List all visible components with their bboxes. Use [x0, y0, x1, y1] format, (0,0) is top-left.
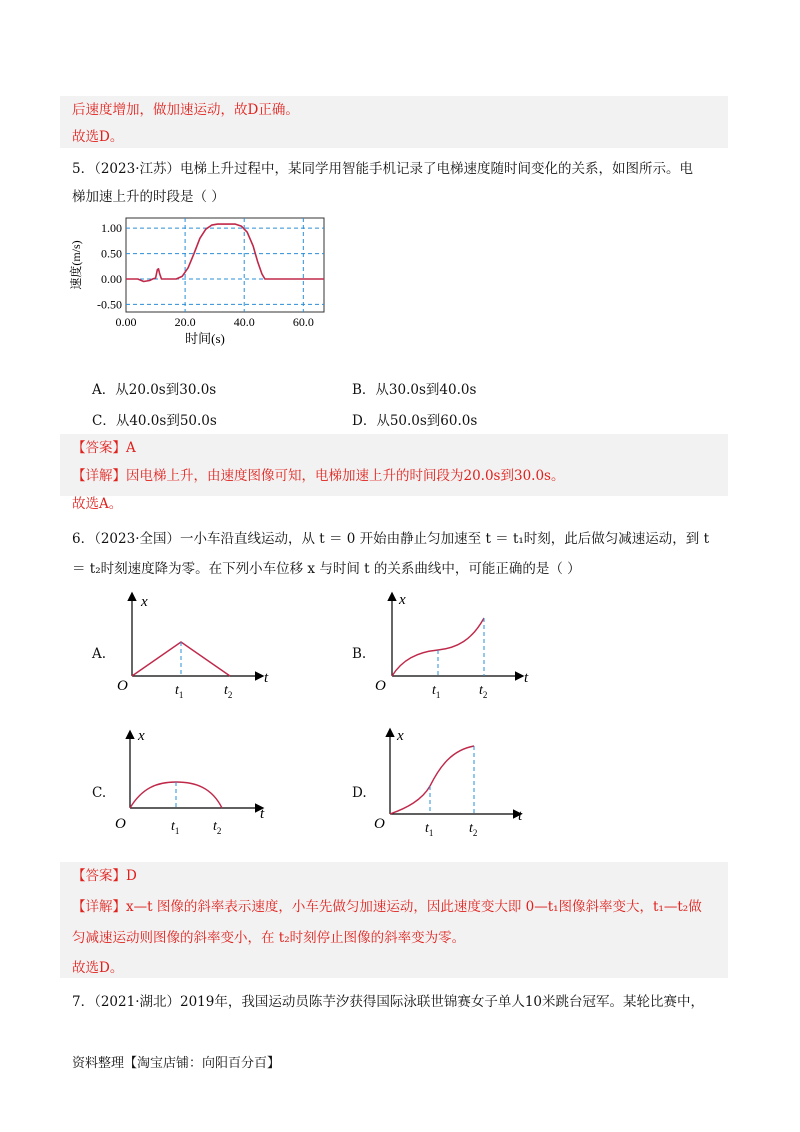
graph-c-x-label: x: [138, 728, 145, 744]
graph-b-label: B.: [352, 646, 367, 662]
q5-choose: 故选A。: [72, 496, 123, 512]
graph-a-label: A.: [92, 646, 107, 662]
q6-answer-band: [60, 862, 728, 978]
velocity-time-chart: [66, 208, 346, 358]
previous-detail-line: 后速度增加，做加速运动，故D正确。: [72, 102, 299, 118]
q6-stem-line2: ＝ t₂时刻速度降为零。在下列小车位移 x 与时间 t 的关系曲线中，可能正确的是（ ）: [72, 561, 581, 577]
footer-source: 资料整理【淘宝店铺：向阳百分百】: [72, 1056, 281, 1071]
graph-d: [372, 726, 542, 841]
chart-plot-frame: [126, 218, 324, 312]
q6-choose: 故选D。: [72, 960, 124, 976]
q6-number: 6．: [72, 531, 95, 547]
graph-c-origin: O: [115, 816, 126, 832]
q5-option-d: D．从50.0s到60.0s: [352, 413, 478, 429]
graph-d-t1: $t_1$: [425, 821, 434, 838]
graph-b-x-label: x: [399, 592, 406, 608]
graph-d-curve: [390, 746, 474, 814]
graph-d-label: D.: [352, 785, 367, 801]
graph-a-t-label: t: [264, 670, 269, 686]
graph-b-t1: $t_1$: [432, 683, 441, 700]
q5-option-a: A．从20.0s到30.0s: [92, 382, 217, 398]
chart-y-tick-label: 1.00: [101, 221, 122, 236]
graph-b: [372, 588, 542, 703]
graph-d-t2: $t_2$: [469, 821, 478, 838]
chart-x-axis-label: 时间(s): [185, 331, 225, 346]
graph-c-t2: $t_2$: [213, 819, 222, 836]
chart-y-tick-label: 0.00: [101, 271, 122, 286]
q5-number: 5．: [72, 161, 95, 177]
graph-a-t1: $t_1$: [175, 683, 184, 700]
graph-c-t-label: t: [260, 806, 265, 822]
graph-b-origin: O: [375, 678, 386, 694]
chart-y-tick-label: 0.50: [101, 246, 122, 261]
q5-answer-band: [60, 434, 728, 496]
graph-c: [112, 726, 282, 841]
graph-c-t1: $t_1$: [171, 819, 180, 836]
chart-y-tick-label: -0.50: [97, 297, 122, 312]
graph-a-x-label: x: [141, 594, 148, 610]
q5-stem-line2: 梯加速上升的时段是（ ）: [72, 189, 225, 205]
q7-stem-line1: 7．（2021·湖北）2019年，我国运动员陈芋汐获得国际泳联世锦赛女子单人10米跳台冠军。某轮比赛中，: [72, 994, 705, 1010]
q7-number: 7．: [72, 994, 95, 1010]
graph-a: [112, 588, 282, 703]
q5-stem-line1: 5．（2023·江苏）电梯上升过程中，某同学用智能手机记录了电梯速度随时间变化的关系，如图所示。电: [72, 161, 693, 177]
q6-answer: 【答案】D: [72, 868, 137, 884]
graph-b-t2: $t_2$: [479, 683, 488, 700]
graph-a-t2: $t_2$: [224, 683, 233, 700]
q5-option-c: C．从40.0s到50.0s: [92, 413, 217, 429]
chart-x-tick-label: 0.00: [115, 315, 137, 329]
chart-x-tick-label: 40.0: [233, 315, 255, 329]
q5-detail: 【详解】因电梯上升，由速度图像可知，电梯加速上升的时间段为20.0s到30.0s。: [72, 468, 565, 484]
q6-detail-line1: 【详解】x—t 图像的斜率表示速度，小车先做匀加速运动，因此速度变大即 0—t₁图像斜率变大，t₁—t₂做: [72, 899, 702, 915]
previous-choose-line: 故选D。: [72, 129, 124, 145]
chart-x-tick-label: 20.0: [174, 315, 196, 329]
q6-detail-line2: 匀减速运动则图像的斜率变小，在 t₂时刻停止图像的斜率变为零。: [72, 930, 466, 946]
graph-a-origin: O: [117, 678, 128, 694]
chart-x-tick-label: 60.0: [292, 315, 314, 329]
chart-y-axis-label: 速度(m/s): [69, 240, 83, 290]
graph-d-origin: O: [374, 816, 385, 832]
graph-b-t-label: t: [524, 670, 529, 686]
q6-stem-line1: 6．（2023·全国）一小车沿直线运动，从 t ＝ 0 开始由静止匀加速至 t ＝ t₁时刻，此后做匀减速运动，到 t: [72, 531, 710, 547]
q5-option-b: B．从30.0s到40.0s: [352, 382, 477, 398]
graph-d-x-label: x: [397, 728, 404, 744]
q5-answer: 【答案】A: [72, 440, 136, 456]
graph-c-label: C.: [92, 785, 107, 801]
graph-d-t-label: t: [518, 808, 523, 824]
